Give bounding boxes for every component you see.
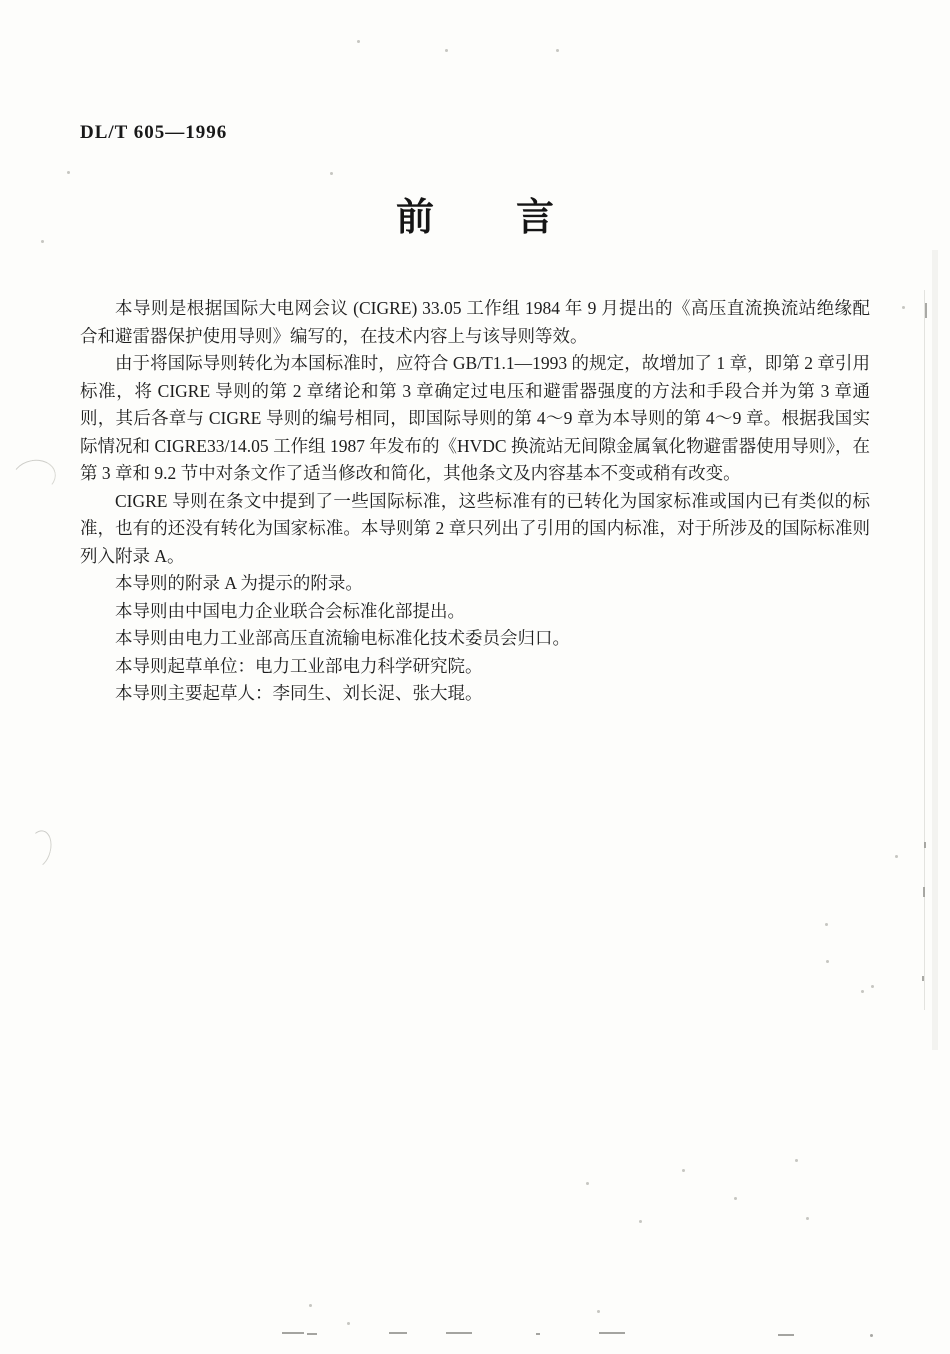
scan-speck — [826, 960, 829, 963]
scan-artifact-dash — [536, 1333, 540, 1335]
scan-speck — [925, 303, 927, 318]
scan-artifact-dash — [599, 1332, 625, 1334]
foreword-body — [80, 295, 870, 708]
scan-speck — [861, 990, 864, 993]
scan-artifact-dash — [446, 1332, 472, 1334]
statement-line: 本导则由中国电力企业联合会标准化部提出。 — [115, 600, 465, 621]
scan-speck — [795, 1159, 798, 1162]
scan-speck — [67, 171, 70, 174]
scan-speck — [357, 40, 360, 43]
scan-artifact-dash — [778, 1334, 794, 1336]
standard-number: DL/T 605—1996 — [80, 122, 228, 143]
scan-artifact-page-edge — [924, 290, 925, 1010]
page-title — [0, 186, 950, 241]
foreword-paragraph: 由于将国际导则转化为本国标准时，应符合 GB/T1.1—1993 的规定，故增加了 1 章，即第 2 章引用标准，将 CIGRE 导则的第 2 章绪论和第 3 章确定过电压和避雷器强度的方法和手段合并为第 3 章通则，其后各章与 CIGRE 导则的编号相同，即国际导则的第 4～9 章为本导则的第 4～9 章。根据我国实际情况和 CIGRE33/14.05 工作组 1987 年发布的《HVDC 换流站无间隙金属氧化物避雷器使用导则》，在第 3 章和 9.2 节中对条文作了适当修改和简化，其他条文及内容基本不变或稍有改变。 — [80, 353, 870, 483]
scan-speck — [734, 1197, 737, 1200]
scan-speck — [309, 1304, 312, 1307]
scan-artifact-page-edge — [932, 250, 938, 1050]
scan-speck — [347, 1322, 350, 1325]
scan-speck — [682, 1169, 685, 1172]
scan-speck — [870, 1334, 873, 1337]
scan-artifact-dash — [389, 1332, 407, 1334]
foreword-paragraph: CIGRE 导则在条文中提到了一些国际标准，这些标准有的已转化为国家标准或国内已有类似的标准，也有的还没有转化为国家标准。本导则第 2 章只列出了引用的国内标准，对于所涉及的国际标准则列入附录 A。 — [80, 490, 870, 566]
scan-speck — [806, 1217, 809, 1220]
scan-speck — [597, 1310, 600, 1313]
scan-artifact-dash — [307, 1333, 317, 1335]
statement-line: 本导则主要起草人：李同生、刘长浞、张大琨。 — [115, 683, 483, 703]
scan-speck — [639, 1220, 642, 1223]
title-char-yan: 言 — [516, 197, 555, 239]
foreword-paragraph: 本导则是根据国际大电网会议 (CIGRE) 33.05 工作组 1984 年 9 月提出的《高压直流换流站绝缘配合和避雷器保护使用导则》编写的，在技术内容上与该导则等效。 — [80, 298, 870, 346]
scan-speck — [923, 887, 925, 897]
scan-artifact-arc — [9, 456, 59, 498]
scan-speck — [825, 923, 828, 926]
statement-line: 本导则由电力工业部高压直流输电标准化技术委员会归口。 — [115, 628, 570, 648]
statement-line: 本导则起草单位：电力工业部电力科学研究院。 — [115, 655, 483, 676]
scan-speck — [330, 172, 333, 175]
scan-speck — [586, 1182, 589, 1185]
scan-speck — [924, 842, 926, 848]
scan-artifact-arc — [23, 828, 55, 871]
title-char-qian: 前 — [395, 197, 434, 239]
scan-speck — [902, 306, 905, 309]
scan-speck — [895, 855, 898, 858]
scan-speck — [922, 976, 924, 981]
scan-speck — [445, 49, 448, 52]
statement-line: 本导则的附录 A 为提示的附录。 — [115, 573, 363, 593]
scan-speck — [871, 985, 874, 988]
scan-speck — [556, 49, 559, 52]
scan-artifact-dash — [282, 1332, 304, 1334]
